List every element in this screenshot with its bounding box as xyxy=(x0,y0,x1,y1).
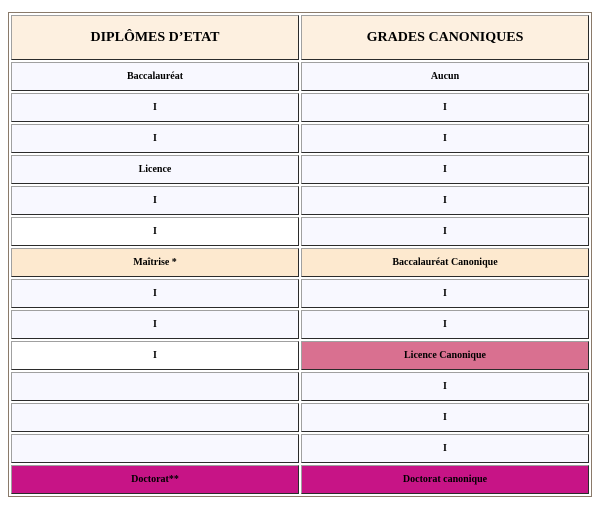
cell-grade-canonique: I xyxy=(301,310,589,339)
cell-grade-canonique: Baccalauréat Canonique xyxy=(301,248,589,277)
cell-diplome-etat: Licence xyxy=(11,155,299,184)
table-row xyxy=(11,248,589,277)
table-row xyxy=(11,186,589,215)
table-row xyxy=(11,465,589,494)
cell-diplome-etat xyxy=(11,372,299,401)
header-grades-canoniques: GRADES CANONIQUES xyxy=(301,15,589,60)
degree-comparison-table xyxy=(8,12,592,497)
cell-diplome-etat: I xyxy=(11,217,299,246)
table-row xyxy=(11,372,589,401)
cell-diplome-etat: I xyxy=(11,310,299,339)
cell-grade-canonique: I xyxy=(301,217,589,246)
cell-grade-canonique: I xyxy=(301,372,589,401)
degree-comparison-table-wrapper xyxy=(8,12,592,500)
cell-diplome-etat: I xyxy=(11,186,299,215)
cell-grade-canonique: I xyxy=(301,93,589,122)
table-row xyxy=(11,279,589,308)
cell-diplome-etat: I xyxy=(11,93,299,122)
cell-diplome-etat: I xyxy=(11,124,299,153)
table-row xyxy=(11,93,589,122)
cell-diplome-etat xyxy=(11,434,299,463)
cell-diplome-etat: Baccalauréat xyxy=(11,62,299,91)
table-row xyxy=(11,341,589,370)
cell-grade-canonique: Doctorat canonique xyxy=(301,465,589,494)
cell-grade-canonique: Aucun xyxy=(301,62,589,91)
table-row xyxy=(11,310,589,339)
cell-diplome-etat: Doctorat** xyxy=(11,465,299,494)
cell-grade-canonique: I xyxy=(301,403,589,432)
table-row xyxy=(11,155,589,184)
cell-grade-canonique: I xyxy=(301,186,589,215)
table-row xyxy=(11,217,589,246)
table-row xyxy=(11,403,589,432)
table-row xyxy=(11,124,589,153)
cell-grade-canonique: I xyxy=(301,124,589,153)
cell-diplome-etat xyxy=(11,403,299,432)
cell-diplome-etat: I xyxy=(11,279,299,308)
table-header-row xyxy=(11,15,589,60)
table-row xyxy=(11,62,589,91)
table-row xyxy=(11,434,589,463)
cell-diplome-etat: I xyxy=(11,341,299,370)
cell-grade-canonique: I xyxy=(301,279,589,308)
cell-grade-canonique: Licence Canonique xyxy=(301,341,589,370)
header-diplomes-etat: DIPLÔMES D’ETAT xyxy=(11,15,299,60)
cell-diplome-etat: Maîtrise * xyxy=(11,248,299,277)
cell-grade-canonique: I xyxy=(301,155,589,184)
cell-grade-canonique: I xyxy=(301,434,589,463)
